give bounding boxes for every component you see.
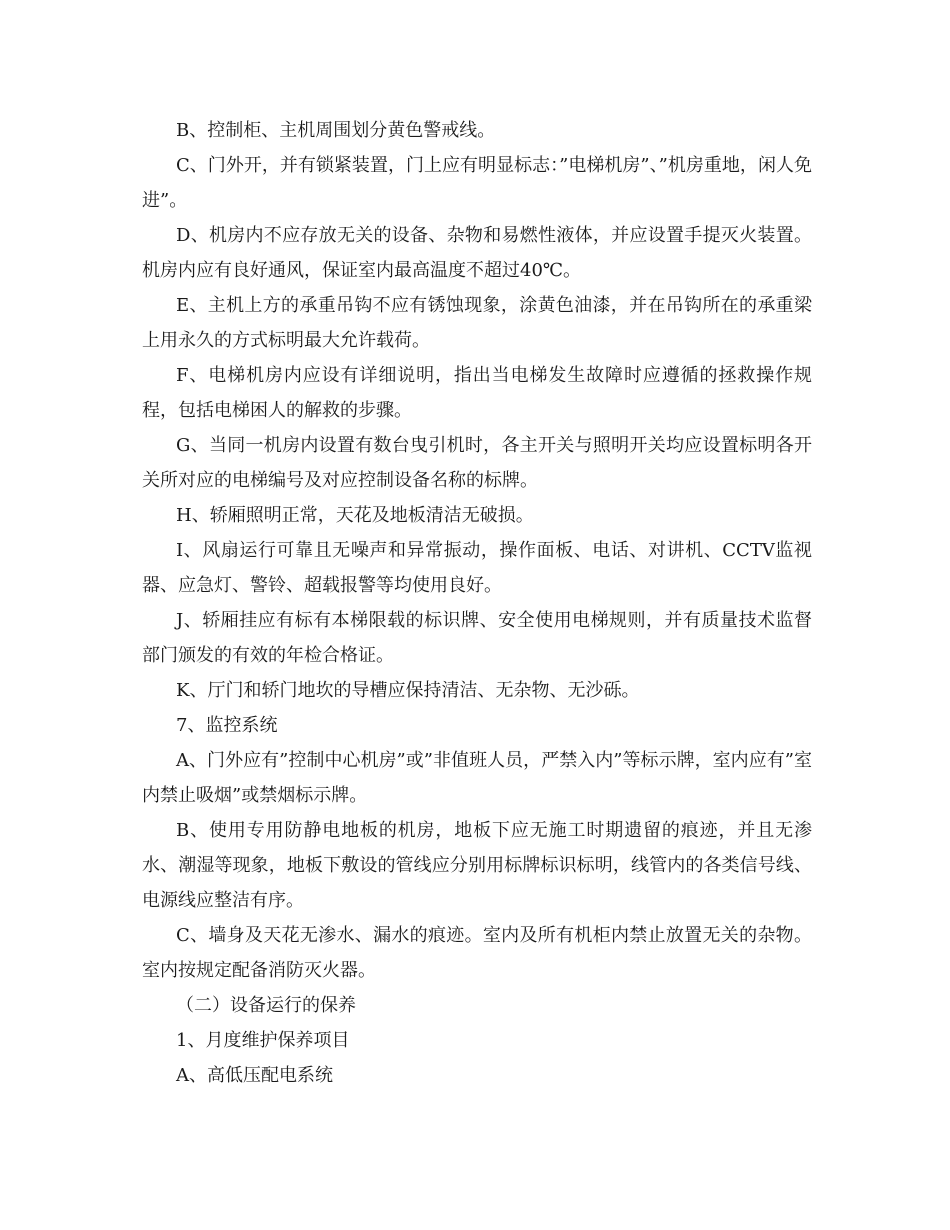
section-heading-monthly: 1、月度维护保养项目 bbox=[176, 1030, 350, 1051]
paragraph-c-wall-ceiling: C、墙身及天花无渗水、漏水的痕迹。室内及所有机柜内禁止放置无关的杂物。室内按规定配备消防灭火器。 bbox=[142, 925, 812, 981]
section-heading-monitoring: 7、监控系统 bbox=[176, 715, 278, 736]
paragraph-g-switch-labels: G、当同一机房内设置有数台曳引机时，各主开关与照明开关均应设置标明各开关所对应的电梯编号及对应控制设备名称的标牌。 bbox=[142, 435, 812, 491]
section-heading-maintenance: （二）设备运行的保养 bbox=[176, 995, 356, 1016]
paragraph-f-rescue-instructions: F、电梯机房内应设有详细说明，指出当电梯发生故障时应遵循的拯救操作规程，包括电梯困人的解救的步骤。 bbox=[142, 365, 812, 421]
paragraph-a-control-center-sign: A、门外应有”控制中心机房”或”非值班人员，严禁入内”等标示牌，室内应有”室内禁止吸烟”或禁烟标示牌。 bbox=[142, 750, 812, 806]
paragraph-h-car-lighting: H、轿厢照明正常，天花及地板清洁无破损。 bbox=[176, 505, 534, 526]
paragraph-b-antistatic-floor: B、使用专用防静电地板的机房，地板下应无施工时期遗留的痕迹，并且无渗水、潮湿等现象，地板下敷设的管线应分别用标牌标识标明，线管内的各类信号线、电源线应整洁有序。 bbox=[142, 820, 812, 911]
paragraph-c-door-sign: C、门外开，并有锁紧装置，门上应有明显标志：”电梯机房”、”机房重地，闲人免进”。 bbox=[142, 155, 812, 211]
paragraph-e-hook: E、主机上方的承重吊钩不应有锈蚀现象，涂黄色油漆，并在吊钩所在的承重梁上用永久的方式标明最大允许载荷。 bbox=[142, 295, 812, 351]
paragraph-b-control-cabinet: B、控制柜、主机周围划分黄色警戒线。 bbox=[176, 120, 496, 141]
document-body bbox=[142, 113, 812, 1093]
paragraph-k-door-sill: K、厅门和轿门地坎的导槽应保持清洁、无杂物、无沙砾。 bbox=[176, 680, 640, 701]
paragraph-d-machine-room: D、机房内不应存放无关的设备、杂物和易燃性液体，并应设置手提灭火装置。机房内应有良好通风，保证室内最高温度不超过40℃。 bbox=[142, 225, 812, 281]
paragraph-i-fan-panel: I、风扇运行可靠且无噪声和异常振动，操作面板、电话、对讲机、CCTV监视器、应急灯、警铃、超载报警等均使用良好。 bbox=[142, 540, 812, 596]
paragraph-j-certificate: J、轿厢挂应有标有本梯限载的标识牌、安全使用电梯规则，并有质量技术监督部门颁发的有效的年检合格证。 bbox=[142, 610, 812, 666]
section-heading-power-distribution: A、高低压配电系统 bbox=[176, 1065, 333, 1086]
